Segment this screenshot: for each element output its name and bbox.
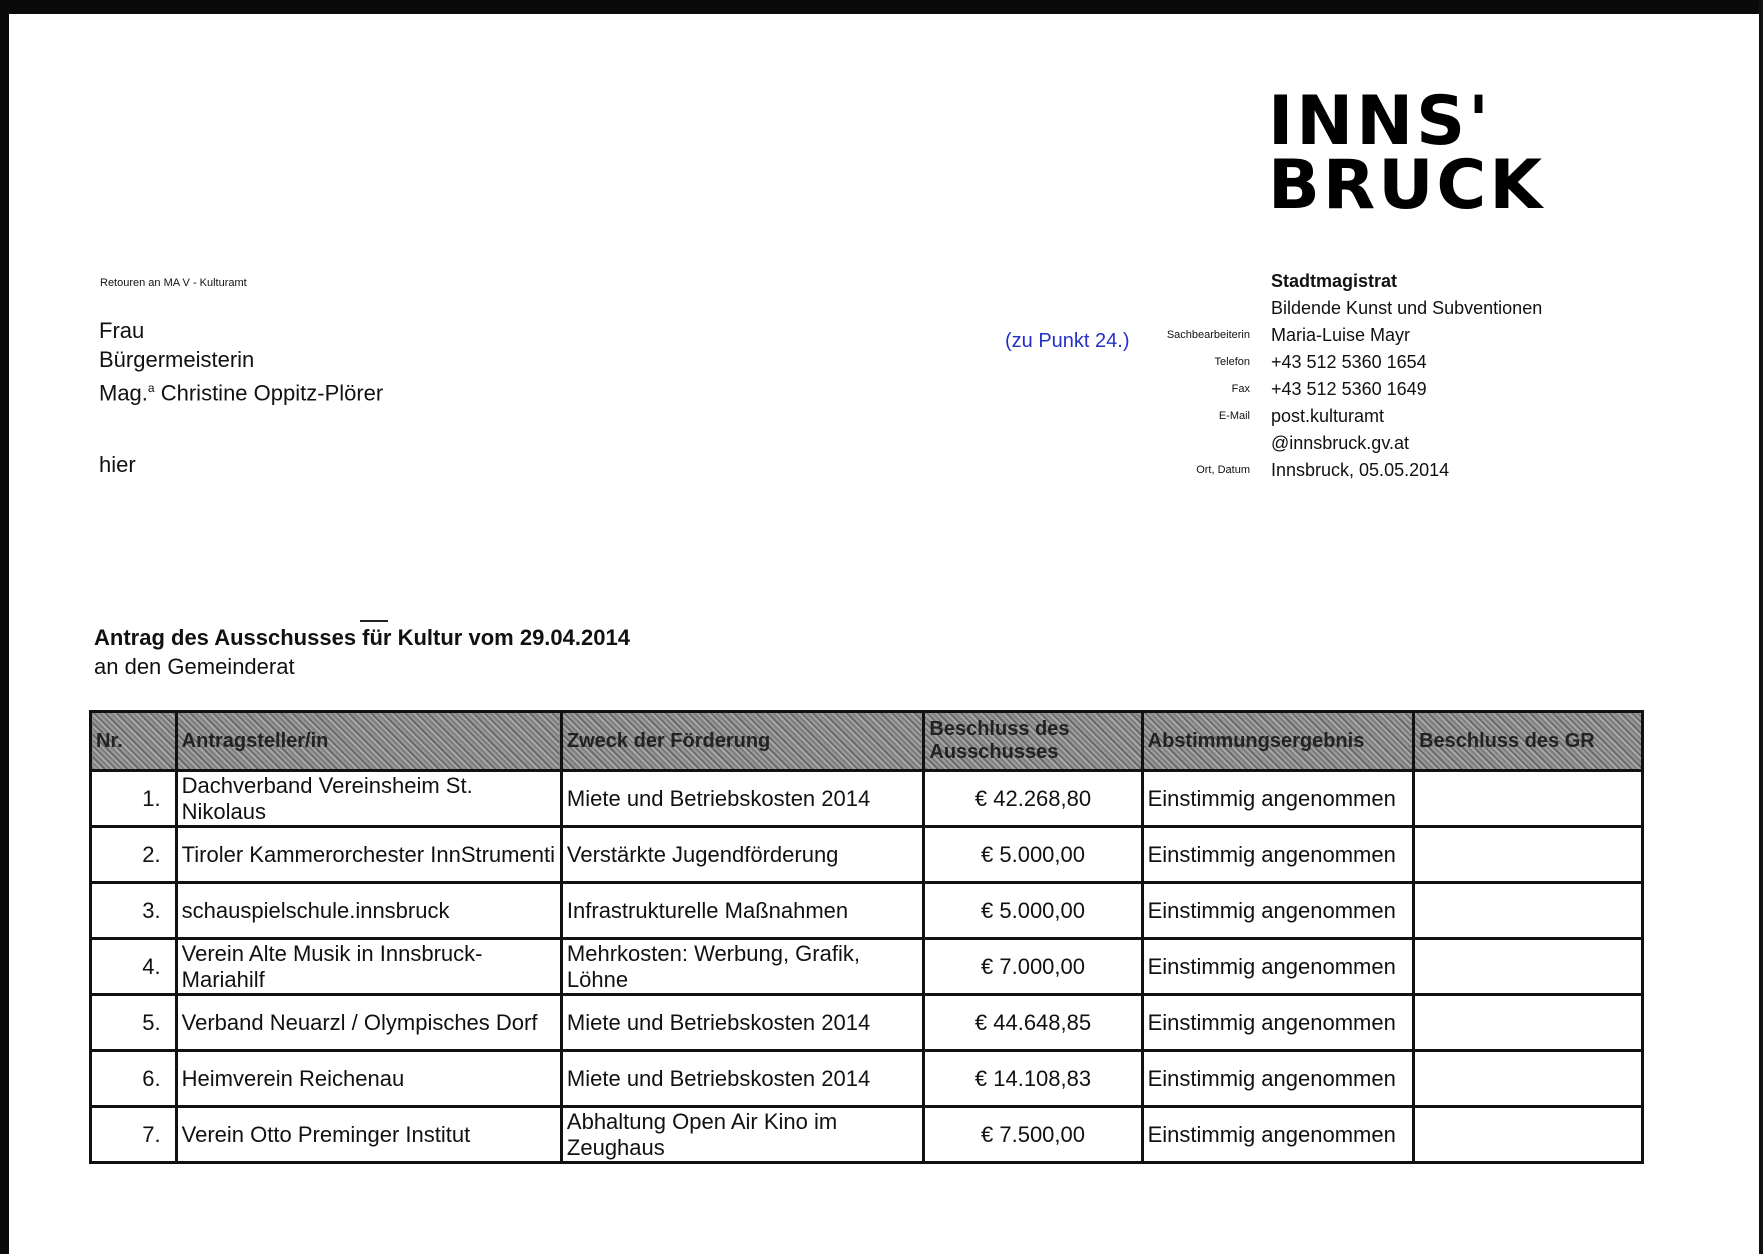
cell-nr: 2. — [91, 827, 177, 883]
cell-amount: € 7.000,00 — [924, 939, 1142, 995]
cell-amount: € 7.500,00 — [924, 1107, 1142, 1163]
return-address: Retouren an MA V - Kulturamt — [100, 277, 247, 289]
table-row — [91, 995, 1643, 1051]
table-row — [91, 1107, 1643, 1163]
cell-nr: 4. — [91, 939, 177, 995]
cell-gr — [1414, 827, 1643, 883]
cell-gr — [1414, 939, 1643, 995]
city-logo — [1268, 82, 1546, 225]
cell-purpose: Miete und Betriebskosten 2014 — [561, 995, 923, 1051]
cell-applicant: Verband Neuarzl / Olympisches Dorf — [176, 995, 561, 1051]
table-header-row — [91, 712, 1643, 771]
label-place-date: Ort, Datum — [1196, 464, 1250, 476]
cell-nr: 7. — [91, 1107, 177, 1163]
recipient-title: Bürgermeisterin — [99, 347, 255, 372]
cell-decision: Einstimmig angenommen — [1142, 939, 1413, 995]
recipient-degree: Mag. — [99, 380, 148, 406]
document-subtitle: an den Gemeinderat — [94, 654, 295, 679]
cell-gr — [1414, 883, 1643, 939]
cell-applicant: Tiroler Kammerorchester InnStrumenti — [176, 827, 561, 883]
cell-decision: Einstimmig angenommen — [1142, 883, 1413, 939]
scan-left-border — [0, 0, 9, 1254]
cell-gr — [1414, 1051, 1643, 1107]
recipient-degree-suffix: a — [147, 381, 155, 395]
cell-applicant: Verein Alte Musik in Innsbruck-Mariahilf — [176, 939, 561, 995]
sender-block — [1271, 268, 1542, 484]
cell-purpose: Abhaltung Open Air Kino im Zeughaus — [561, 1107, 923, 1163]
recipient-salutation: Frau — [99, 318, 145, 343]
cell-gr — [1414, 995, 1643, 1051]
table-row — [91, 939, 1643, 995]
logo-line-1: INNS' — [1268, 82, 1492, 161]
scan-mark — [360, 620, 388, 622]
sender-phone: +43 512 5360 1654 — [1271, 352, 1427, 372]
cell-decision: Einstimmig angenommen — [1142, 827, 1413, 883]
sender-fax: +43 512 5360 1649 — [1271, 379, 1427, 399]
label-email: E-Mail — [1218, 410, 1250, 422]
table-row — [91, 883, 1643, 939]
table-row — [91, 1051, 1643, 1107]
cell-purpose: Verstärkte Jugendförderung — [561, 827, 923, 883]
cell-nr: 5. — [91, 995, 177, 1051]
header-amount: Beschluss des Ausschusses — [924, 712, 1142, 771]
recipient-name: Christine Oppitz-Plörer — [160, 380, 384, 406]
header-decision: Abstimmungsergebnis — [1142, 712, 1413, 771]
cell-gr — [1414, 771, 1643, 827]
cell-purpose: Miete und Betriebskosten 2014 — [561, 1051, 923, 1107]
recipient-name-line — [99, 374, 383, 407]
cell-purpose: Infrastrukturelle Maßnahmen — [561, 883, 923, 939]
cell-nr: 1. — [91, 771, 177, 827]
sender-email-2: @innsbruck.gv.at — [1271, 433, 1409, 453]
cell-amount: € 5.000,00 — [924, 883, 1142, 939]
recipient-location: hier — [99, 452, 136, 477]
header-gr: Beschluss des GR — [1414, 712, 1643, 771]
cell-amount: € 42.268,80 — [924, 771, 1142, 827]
sender-place-date: Innsbruck, 05.05.2014 — [1271, 460, 1450, 480]
cell-decision: Einstimmig angenommen — [1142, 1051, 1413, 1107]
sender-clerk: Maria-Luise Mayr — [1271, 325, 1411, 345]
cell-amount: € 44.648,85 — [924, 995, 1142, 1051]
sender-email-1: post.kulturamt — [1271, 406, 1385, 426]
cell-purpose: Mehrkosten: Werbung, Grafik, Löhne — [561, 939, 923, 995]
recipient-block — [99, 316, 383, 407]
sender-department: Bildende Kunst und Subventionen — [1271, 298, 1543, 318]
cell-decision: Einstimmig angenommen — [1142, 771, 1413, 827]
document-title: Antrag des Ausschusses für Kultur vom 29.04.2014 — [94, 625, 630, 650]
table-row — [91, 771, 1643, 827]
table-row — [91, 827, 1643, 883]
logo-line-2: BRUCK — [1268, 146, 1546, 225]
cell-applicant: Dachverband Vereinsheim St. Nikolaus — [176, 771, 561, 827]
cell-decision: Einstimmig angenommen — [1142, 1107, 1413, 1163]
cell-gr — [1414, 1107, 1643, 1163]
label-phone: Telefon — [1214, 356, 1250, 368]
header-nr: Nr. — [91, 712, 177, 771]
agenda-reference: (zu Punkt 24.) — [1005, 330, 1130, 352]
grants-table — [89, 710, 1644, 1164]
cell-amount: € 5.000,00 — [924, 827, 1142, 883]
cell-applicant: Verein Otto Preminger Institut — [176, 1107, 561, 1163]
cell-nr: 3. — [91, 883, 177, 939]
sender-office: Stadtmagistrat — [1271, 271, 1398, 291]
cell-purpose: Miete und Betriebskosten 2014 — [561, 771, 923, 827]
header-purpose: Zweck der Förderung — [561, 712, 923, 771]
label-fax: Fax — [1231, 383, 1250, 395]
header-applicant: Antragsteller/in — [176, 712, 561, 771]
cell-decision: Einstimmig angenommen — [1142, 995, 1413, 1051]
scan-top-border — [0, 0, 1763, 14]
cell-amount: € 14.108,83 — [924, 1051, 1142, 1107]
label-clerk: Sachbearbeiterin — [1166, 329, 1250, 341]
cell-applicant: Heimverein Reichenau — [176, 1051, 561, 1107]
cell-nr: 6. — [91, 1051, 177, 1107]
scan-right-border — [1759, 0, 1763, 1254]
cell-applicant: schauspielschule.innsbruck — [176, 883, 561, 939]
